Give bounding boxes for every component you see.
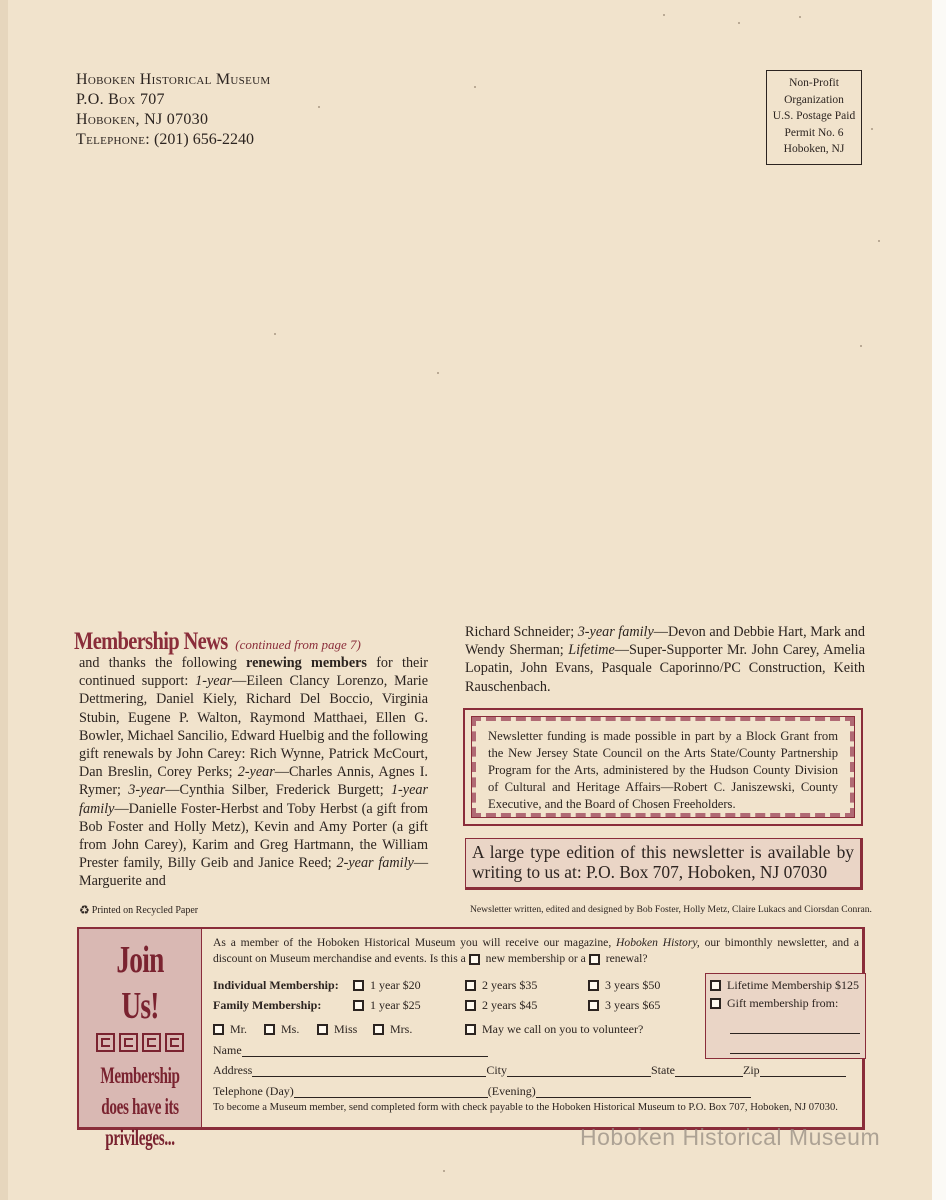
option-label: 2 years $35 [482, 978, 538, 992]
individual-2year-option[interactable] [465, 978, 537, 993]
checkbox-icon[interactable] [465, 1000, 476, 1011]
option-label: 3 years $65 [605, 998, 661, 1012]
title-mr-option[interactable] [213, 1022, 247, 1037]
individual-membership-label-row [213, 978, 339, 993]
greek-key-ornament [79, 1033, 201, 1052]
option-label: 1 year $25 [370, 998, 421, 1012]
renewing-members-emphasis: renewing members [246, 655, 367, 671]
option-label: Mr. [230, 1022, 248, 1036]
gift-from-line-2[interactable] [730, 1042, 860, 1054]
slogan-line: does have its [101, 1094, 179, 1119]
paper-speck [871, 128, 873, 130]
option-label: 3 years $50 [605, 978, 661, 992]
family-3year-option[interactable] [588, 998, 660, 1013]
gift-membership-option[interactable] [710, 996, 838, 1011]
renewal-checkbox[interactable] [589, 954, 600, 965]
text-run: and thanks the following [79, 655, 247, 671]
telephone-row [213, 1084, 751, 1099]
checkbox-icon[interactable] [373, 1024, 384, 1035]
greek-key-icon [165, 1033, 184, 1052]
paper-speck [437, 372, 439, 374]
form-instructions: To become a Museum member, send completed form with check payable to the Hoboken Historical Museum to P.O. Box 707, Hoboken, NJ 07030. [213, 1102, 838, 1113]
membership-news-heading [74, 628, 361, 656]
magazine-title: Hoboken History, [616, 936, 700, 949]
greek-key-icon [142, 1033, 161, 1052]
evening-phone-field[interactable] [536, 1086, 751, 1098]
slogan-line: Membership [100, 1063, 180, 1088]
gift-from-field[interactable] [730, 1022, 860, 1034]
telephone [76, 130, 270, 150]
option-label: Miss [334, 1022, 358, 1036]
new-membership-checkbox[interactable] [469, 954, 480, 965]
paper-speck [474, 86, 476, 88]
state-field[interactable] [675, 1065, 743, 1077]
text-run: —Cynthia Silber, Frederick Burgett; [165, 782, 391, 799]
individual-3year-option[interactable] [588, 978, 660, 993]
state-label: State [651, 1063, 675, 1077]
checkbox-icon[interactable] [588, 980, 599, 991]
checkbox-icon[interactable] [465, 980, 476, 991]
city-field[interactable] [507, 1065, 651, 1077]
day-phone-label: Telephone (Day) [213, 1084, 294, 1098]
city-state-zip: Hoboken, NJ 07030 [76, 111, 209, 128]
greek-key-icon [119, 1033, 138, 1052]
option-label: Ms. [281, 1022, 300, 1036]
paper-speck [878, 240, 880, 242]
recycle-icon: ♻ [79, 903, 90, 917]
postage-line: Hoboken, NJ [783, 143, 845, 155]
watermark: Hoboken Historical Museum [580, 1124, 881, 1150]
join-us-title: Join Us! [116, 939, 164, 1027]
option-label: 1 year $20 [370, 978, 421, 992]
term-label: 1-year family [79, 782, 428, 817]
name-field[interactable] [242, 1045, 488, 1057]
recycled-paper-note [79, 904, 198, 916]
membership-form [77, 927, 865, 1150]
term-label: 3-year [128, 782, 166, 799]
option-label: Lifetime Membership $125 [727, 978, 859, 992]
text-run: our bimonthly newsletter, and a discount on Museum merchandise and events. Is this a [213, 936, 859, 965]
membership-news-right-column [465, 623, 865, 696]
checkbox-icon[interactable] [710, 980, 721, 991]
telephone-label: Telephone: [76, 131, 151, 148]
checkbox-icon[interactable] [317, 1024, 328, 1035]
newsletter-credits: Newsletter written, edited and designed by Bob Foster, Holly Metz, Claire Lukacs and Ciorsdan Conran. [470, 904, 872, 915]
option-label: 2 years $45 [482, 998, 538, 1012]
text-run: Richard Schneider; [465, 624, 578, 640]
checkbox-icon[interactable] [465, 1024, 476, 1035]
term-label: 1-year [195, 673, 233, 690]
join-us-panel [79, 929, 202, 1150]
text-run: —Charles Annis, Agnes I. Rymer; [79, 764, 428, 799]
individual-1year-option[interactable] [353, 978, 421, 993]
text-run: —Eileen Clancy Lorenzo, Marie Dettmering, Daniel Kiely, Richard Del Boccio, Virginia Stubin, Eugene P. Walton, Raymond Matthaei, Ellen G. Bowler, Michael Sancilio, Edward Huelbig and the following gift renewals by John Carey: Rich Wynne, Patrick McCourt, Dan Breslin, Corey Perks; [79, 673, 428, 781]
option-label: Mrs. [390, 1022, 413, 1036]
text-run: —Super-Supporter Mr. John Carey, Amelia Lopatin, John Evans, Pasquale Caporinno/PC Construction, Keith Rauschenbach. [465, 642, 865, 695]
postage-indicia [766, 70, 862, 165]
address-label: Address [213, 1063, 253, 1077]
term-label: Lifetime [568, 642, 615, 659]
checkbox-icon[interactable] [264, 1024, 275, 1035]
greek-key-icon [96, 1033, 115, 1052]
checkbox-icon[interactable] [213, 1024, 224, 1035]
funding-notice-text: Newsletter funding is made possible in part by a Block Grant from the New Jersey State Council on the Arts State/County Partnership Program for the Arts, administered by the Hudson County Division of Cultural and Heritage Affairs—Robert C. Janiszewski, County Executive, and the Board of Chosen Freeholders. [471, 716, 855, 818]
slogan-line: privileges... [105, 1125, 175, 1150]
paper-speck [318, 106, 320, 108]
new-membership-label: new membership or a [485, 952, 586, 965]
membership-news-left-column [79, 654, 428, 891]
gift-from-field[interactable] [730, 1042, 860, 1054]
family-membership-label-row [213, 998, 321, 1013]
paper-speck [860, 345, 862, 347]
checkbox-icon[interactable] [353, 1000, 364, 1011]
lifetime-membership-option[interactable] [710, 978, 859, 993]
title-miss-option[interactable] [317, 1022, 357, 1037]
family-membership-label: Family Membership: [213, 998, 322, 1012]
family-2year-option[interactable] [465, 998, 537, 1013]
address-field[interactable] [252, 1065, 486, 1077]
continued-note: (continued from page 7) [235, 637, 361, 652]
funding-notice-box [463, 708, 863, 826]
checkbox-icon[interactable] [353, 980, 364, 991]
postage-line: U.S. Postage Paid [772, 110, 856, 122]
term-label: 2-year [237, 764, 275, 781]
form-body [213, 935, 863, 967]
large-type-notice: A large type edition of this newsletter is available by writing to us at: P.O. Box 707, Hoboken, NJ 07030 [465, 838, 863, 890]
checkbox-icon[interactable] [710, 998, 721, 1009]
name-label: Name [213, 1043, 242, 1057]
scan-margin [932, 0, 946, 1200]
term-label: 3-year family [577, 624, 654, 640]
checkbox-icon[interactable] [588, 1000, 599, 1011]
membership-news-title: Membership News [74, 628, 228, 655]
form-intro [213, 935, 859, 967]
text-run: —Devon and Debbie Hart, Mark and Wendy Sherman; [465, 624, 865, 659]
renewal-label: renewal? [605, 952, 648, 965]
return-address [76, 70, 270, 150]
option-label: Gift membership from: [727, 996, 839, 1010]
paper-speck [738, 22, 740, 24]
option-label: May we call on you to volunteer? [482, 1022, 644, 1036]
zip-label: Zip [743, 1063, 760, 1077]
text-run: —Danielle Foster-Herbst and Toby Herbst (a gift from Bob Foster and Holly Metz), Kevin and Amy Porter (a gift from John Carey), Karim and Greg Hartmann, the William Prester family, Billy Geib and Janice Reed; [79, 800, 428, 872]
text-run: for their continued support: [79, 655, 429, 690]
po-box: P.O. Box 707 [76, 91, 165, 108]
title-mrs-option[interactable] [373, 1022, 412, 1037]
address-row [213, 1063, 846, 1078]
membership-privileges-slogan [100, 1060, 181, 1153]
paper-speck [443, 1170, 445, 1172]
gift-from-line-1[interactable] [730, 1022, 860, 1034]
postage-line: Non-Profit [789, 77, 839, 89]
paper-speck [663, 14, 665, 16]
paper-edge-shadow [0, 0, 8, 1200]
text-run: —Marguerite and [79, 855, 428, 890]
zip-field[interactable] [760, 1065, 846, 1077]
city-label: City [486, 1063, 507, 1077]
telephone-number: (201) 656-2240 [154, 131, 255, 148]
recycled-text: Printed on Recycled Paper [91, 904, 199, 916]
volunteer-option[interactable] [465, 1022, 643, 1037]
individual-membership-label: Individual Membership: [213, 978, 339, 992]
name-row [213, 1043, 488, 1058]
text-run: As a member of the Hoboken Historical Museum you will receive our magazine, [213, 936, 617, 949]
evening-phone-label: (Evening) [487, 1084, 536, 1098]
postage-line: Permit No. 6 [784, 126, 844, 139]
term-label: 2-year family [336, 855, 414, 872]
family-1year-option[interactable] [353, 998, 421, 1013]
museum-name: Hoboken Historical Museum [76, 71, 271, 88]
paper-speck [274, 333, 276, 335]
day-phone-field[interactable] [294, 1086, 488, 1098]
postage-line: Organization [784, 93, 844, 106]
title-ms-option[interactable] [264, 1022, 299, 1037]
paper-speck [799, 16, 801, 18]
